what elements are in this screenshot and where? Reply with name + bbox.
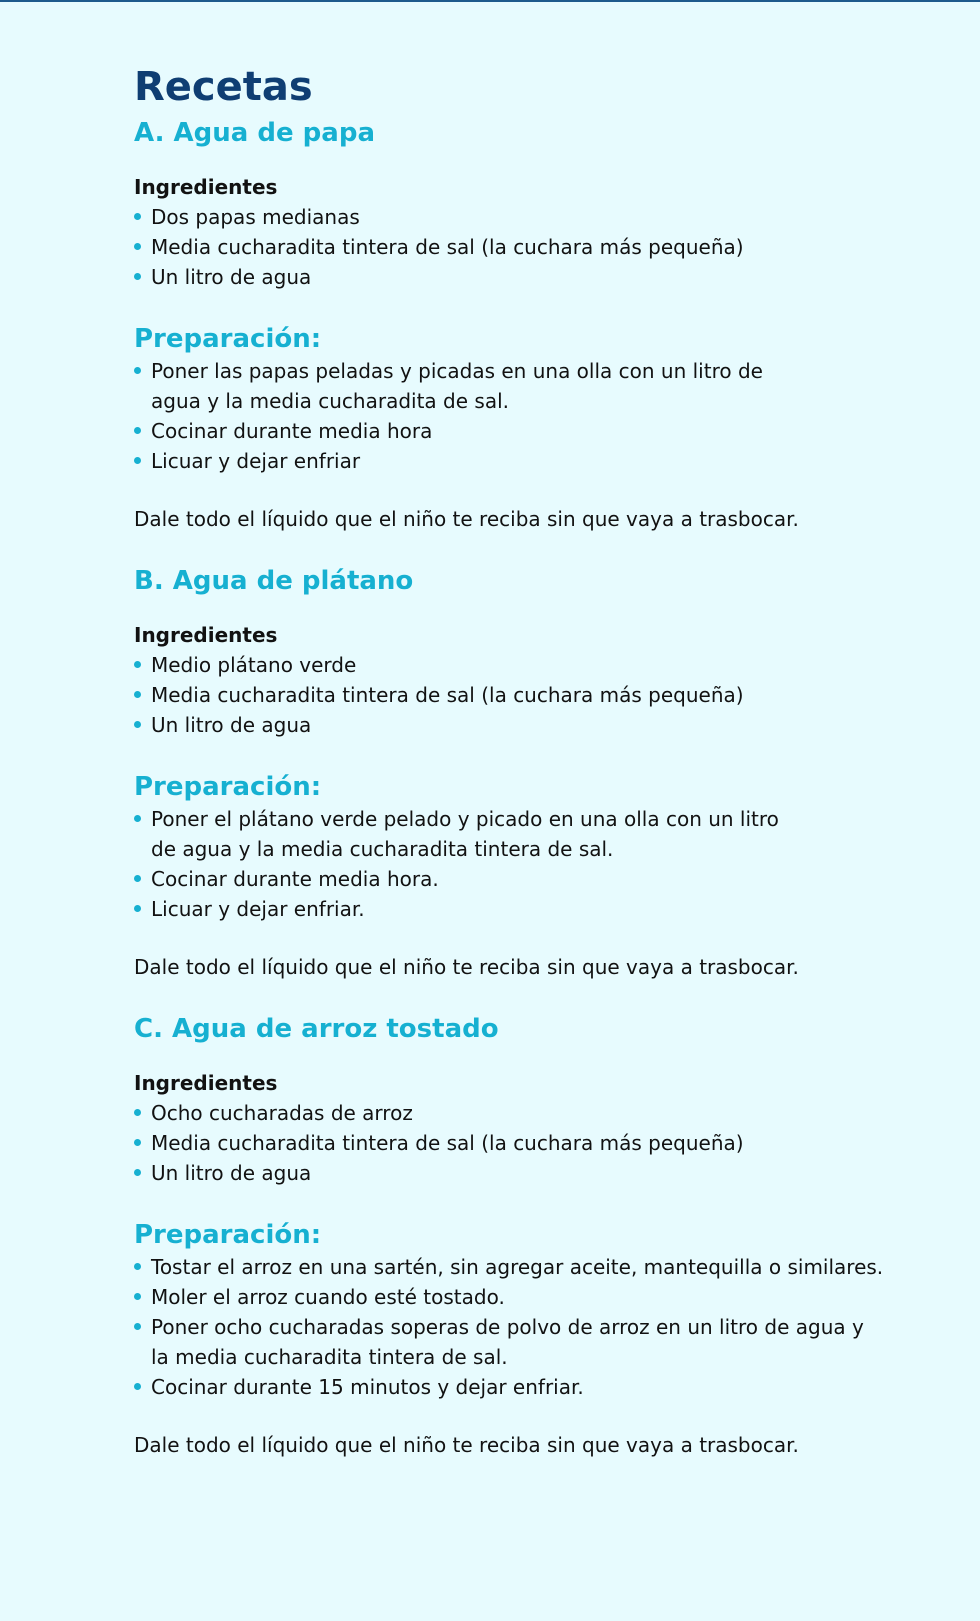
recipe-note: Dale todo el líquido que el niño te reciba sin que vaya a trasbocar.	[134, 507, 799, 531]
list-item: Poner ocho cucharadas soperas de polvo de arroz en un litro de agua y la media cucharadita tintera de sal.	[134, 1312, 871, 1372]
bullet-icon	[134, 1263, 141, 1270]
bullet-icon	[134, 1139, 141, 1146]
ingredients-list	[134, 202, 950, 292]
bullet-icon	[134, 815, 141, 822]
bullet-icon	[134, 1323, 141, 1330]
list-item: Media cucharadita tintera de sal (la cuchara más pequeña)	[134, 232, 950, 262]
list-item: Cocinar durante media hora	[134, 416, 794, 446]
recipe-title: C. Agua de arroz tostado	[134, 1014, 499, 1044]
ingredients-label: Ingredientes	[134, 175, 278, 199]
list-item: Media cucharadita tintera de sal (la cuchara más pequeña)	[134, 680, 950, 710]
ingredients-label: Ingredientes	[134, 1071, 278, 1095]
bullet-icon	[134, 243, 141, 250]
ingredients-list	[134, 650, 950, 740]
recipe-note: Dale todo el líquido que el niño te reciba sin que vaya a trasbocar.	[134, 955, 799, 979]
list-item: Licuar y dejar enfriar	[134, 446, 794, 476]
recipe-b	[134, 562, 950, 982]
bullet-icon	[134, 1169, 141, 1176]
list-item: Moler el arroz cuando esté tostado.	[134, 1282, 894, 1312]
ingredients-list	[134, 1098, 950, 1188]
bullet-icon	[134, 721, 141, 728]
preparation-label: Preparación:	[134, 772, 322, 802]
bullet-icon	[134, 1293, 141, 1300]
bullet-icon	[134, 273, 141, 280]
ingredients-label: Ingredientes	[134, 623, 278, 647]
bullet-icon	[134, 661, 141, 668]
page-title: Recetas	[134, 64, 313, 110]
list-item: Dos papas medianas	[134, 202, 950, 232]
steps-list	[134, 356, 794, 476]
recipe-c	[134, 1010, 950, 1460]
steps-list	[134, 804, 794, 924]
recipe-title: B. Agua de plátano	[134, 566, 414, 596]
bullet-icon	[134, 875, 141, 882]
list-item: Un litro de agua	[134, 710, 950, 740]
bullet-icon	[134, 1383, 141, 1390]
bullet-icon	[134, 1109, 141, 1116]
list-item: Poner las papas peladas y picadas en una olla con un litro de agua y la media cucharadita de sal.	[134, 356, 794, 416]
bullet-icon	[134, 905, 141, 912]
list-item: Media cucharadita tintera de sal (la cuchara más pequeña)	[134, 1128, 950, 1158]
recipe-title: A. Agua de papa	[134, 118, 375, 148]
list-item: Ocho cucharadas de arroz	[134, 1098, 950, 1128]
list-item: Un litro de agua	[134, 1158, 950, 1188]
bullet-icon	[134, 457, 141, 464]
list-item: Medio plátano verde	[134, 650, 950, 680]
bullet-icon	[134, 427, 141, 434]
recipe-a	[134, 114, 950, 534]
recipe-note: Dale todo el líquido que el niño te reciba sin que vaya a trasbocar.	[134, 1433, 799, 1457]
document-content	[0, 2, 980, 1460]
bullet-icon	[134, 367, 141, 374]
list-item: Cocinar durante 15 minutos y dejar enfriar.	[134, 1372, 894, 1402]
list-item: Poner el plátano verde pelado y picado en una olla con un litro de agua y la media cucharadita tintera de sal.	[134, 804, 794, 864]
bullet-icon	[134, 213, 141, 220]
list-item: Un litro de agua	[134, 262, 950, 292]
preparation-label: Preparación:	[134, 324, 322, 354]
preparation-label: Preparación:	[134, 1220, 322, 1250]
bullet-icon	[134, 691, 141, 698]
list-item: Tostar el arroz en una sartén, sin agregar aceite, mantequilla o similares.	[134, 1252, 894, 1282]
list-item: Cocinar durante media hora.	[134, 864, 794, 894]
list-item: Licuar y dejar enfriar.	[134, 894, 794, 924]
steps-list	[134, 1252, 894, 1402]
